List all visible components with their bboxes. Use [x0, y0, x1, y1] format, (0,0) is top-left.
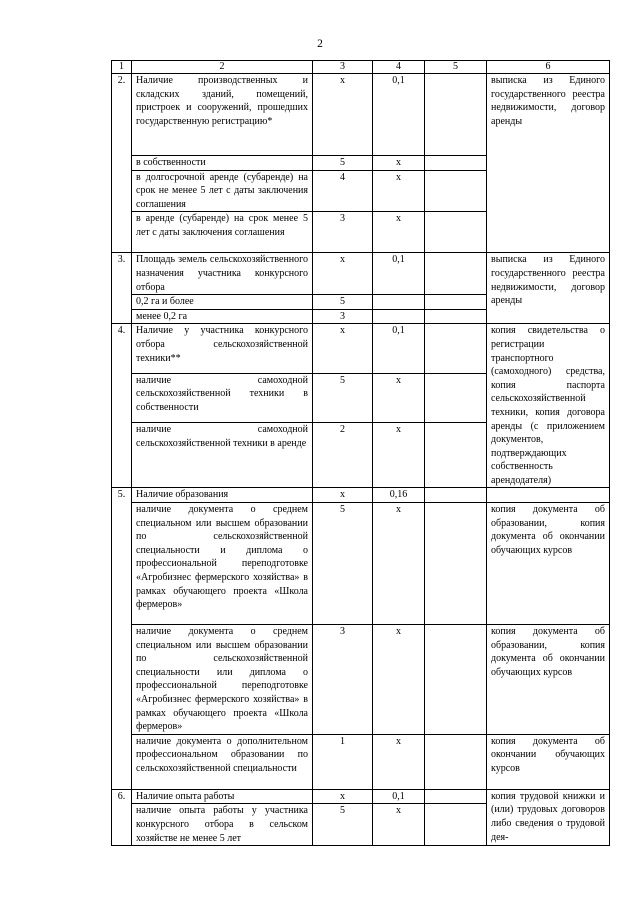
table-row — [112, 734, 610, 789]
supporting-documents: копия свидетельства о регистрации транспортного (самоходного) средства, копия паспорта сельскохозяйственной техники, копия договора аренды (с приложением документов, подтверждающих собственность арендодателя) — [487, 324, 610, 488]
score-cell: 2 — [313, 423, 373, 488]
column-header: 6 — [487, 61, 610, 74]
weight-cell: х — [373, 804, 425, 846]
score-cell: 4 — [313, 170, 373, 212]
weight-cell: х — [373, 503, 425, 625]
score-cell: 5 — [313, 295, 373, 310]
score-cell: 3 — [313, 212, 373, 253]
column-header: 4 — [373, 61, 425, 74]
column-5-cell — [425, 74, 487, 156]
table-header-row — [112, 61, 610, 74]
weight-cell: х — [373, 212, 425, 253]
column-5-cell — [425, 170, 487, 212]
weight-cell: х — [373, 734, 425, 789]
criterion-number: 5. — [112, 488, 132, 789]
weight-cell: 0,1 — [373, 789, 425, 804]
criterion-number: 2. — [112, 74, 132, 253]
criterion-name: Наличие у участника конкурсного отбора сельскохозяйственной техники** — [132, 324, 313, 373]
column-header: 5 — [425, 61, 487, 74]
score-cell: 5 — [313, 156, 373, 171]
score-cell: х — [313, 324, 373, 373]
column-header: 1 — [112, 61, 132, 74]
criteria-table — [111, 60, 610, 846]
supporting-documents: копия трудовой книжки и (или) трудовых договоров либо сведения о трудовой дея- — [487, 789, 610, 845]
column-5-cell — [425, 309, 487, 324]
table-row — [112, 503, 610, 625]
criterion-name: наличие самоходной сельскохозяйственной техники в собственности — [132, 373, 313, 422]
criterion-name: менее 0,2 га — [132, 309, 313, 324]
criterion-name: Наличие образования — [132, 488, 313, 503]
column-5-cell — [425, 488, 487, 503]
criterion-name: наличие документа о дополнительном профессиональном образовании по сельскохозяйственной специальности — [132, 734, 313, 789]
weight-cell: 0,1 — [373, 324, 425, 373]
criterion-number: 3. — [112, 253, 132, 324]
score-cell: х — [313, 253, 373, 295]
weight-cell: 0,1 — [373, 253, 425, 295]
score-cell: х — [313, 789, 373, 804]
score-cell: 3 — [313, 309, 373, 324]
criterion-name: в аренде (субаренде) на срок менее 5 лет с даты заключения соглашения — [132, 212, 313, 253]
column-5-cell — [425, 324, 487, 373]
table-row — [112, 488, 610, 503]
score-cell: х — [313, 488, 373, 503]
page-number: 2 — [317, 38, 323, 50]
column-5-cell — [425, 373, 487, 422]
criterion-name: Наличие производственных и складских зданий, помещений, пристроек и сооружений, прошедших государственную регистрацию* — [132, 74, 313, 156]
column-5-cell — [425, 789, 487, 804]
criterion-name: в долгосрочной аренде (субаренде) на срок не менее 5 лет с даты заключения соглашения — [132, 170, 313, 212]
criterion-name: в собственности — [132, 156, 313, 171]
column-5-cell — [425, 625, 487, 735]
table-row — [112, 253, 610, 295]
column-header: 2 — [132, 61, 313, 74]
column-5-cell — [425, 212, 487, 253]
weight-cell: х — [373, 373, 425, 422]
weight-cell: х — [373, 156, 425, 171]
weight-cell: х — [373, 625, 425, 735]
supporting-documents: выписка из Единого государственного реестра недвижимости, договор аренды — [487, 253, 610, 324]
table-row — [112, 789, 610, 804]
column-5-cell — [425, 253, 487, 295]
column-5-cell — [425, 804, 487, 846]
column-5-cell — [425, 423, 487, 488]
table-row — [112, 74, 610, 156]
table-row — [112, 324, 610, 373]
criterion-name: наличие документа о среднем специальном или высшем образовании по сельскохозяйственной специальности или диплома о профессиональной переподготовке «Агробизнес фермерского хозяйства» в рамках обучающего проекта «Школа фермеров» — [132, 625, 313, 735]
criterion-name: Площадь земель сельскохозяйственного назначения участника конкурсного отбора — [132, 253, 313, 295]
criterion-name: 0,2 га и более — [132, 295, 313, 310]
column-5-cell — [425, 734, 487, 789]
score-cell: 3 — [313, 625, 373, 735]
criterion-name: наличие опыта работы у участника конкурсного отбора в сельском хозяйстве не менее 5 лет — [132, 804, 313, 846]
score-cell: 1 — [313, 734, 373, 789]
weight-cell — [373, 309, 425, 324]
criterion-name: наличие документа о среднем специальном или высшем образовании по сельскохозяйственной специальности и диплома о профессиональной переподготовке «Агробизнес фермерского хозяйства» в рамках обучающего проекта «Школа фермеров» — [132, 503, 313, 625]
supporting-documents — [487, 488, 610, 503]
score-cell: 5 — [313, 804, 373, 846]
supporting-documents: копия документа об образовании, копия документа об окончании обучающих курсов — [487, 625, 610, 735]
weight-cell: 0,1 — [373, 74, 425, 156]
column-header: 3 — [313, 61, 373, 74]
column-5-cell — [425, 295, 487, 310]
criterion-name: Наличие опыта работы — [132, 789, 313, 804]
score-cell: 5 — [313, 373, 373, 422]
weight-cell — [373, 295, 425, 310]
criterion-name: наличие самоходной сельскохозяйственной техники в аренде — [132, 423, 313, 488]
score-cell: 5 — [313, 503, 373, 625]
weight-cell: 0,16 — [373, 488, 425, 503]
weight-cell: х — [373, 423, 425, 488]
supporting-documents: копия документа об образовании, копия документа об окончании обучающих курсов — [487, 503, 610, 625]
criterion-number: 6. — [112, 789, 132, 845]
criterion-number: 4. — [112, 324, 132, 488]
column-5-cell — [425, 503, 487, 625]
supporting-documents: выписка из Единого государственного реестра недвижимости, договор аренды — [487, 74, 610, 253]
column-5-cell — [425, 156, 487, 171]
weight-cell: х — [373, 170, 425, 212]
supporting-documents: копия документа об окончании обучающих курсов — [487, 734, 610, 789]
score-cell: х — [313, 74, 373, 156]
table-row — [112, 625, 610, 735]
